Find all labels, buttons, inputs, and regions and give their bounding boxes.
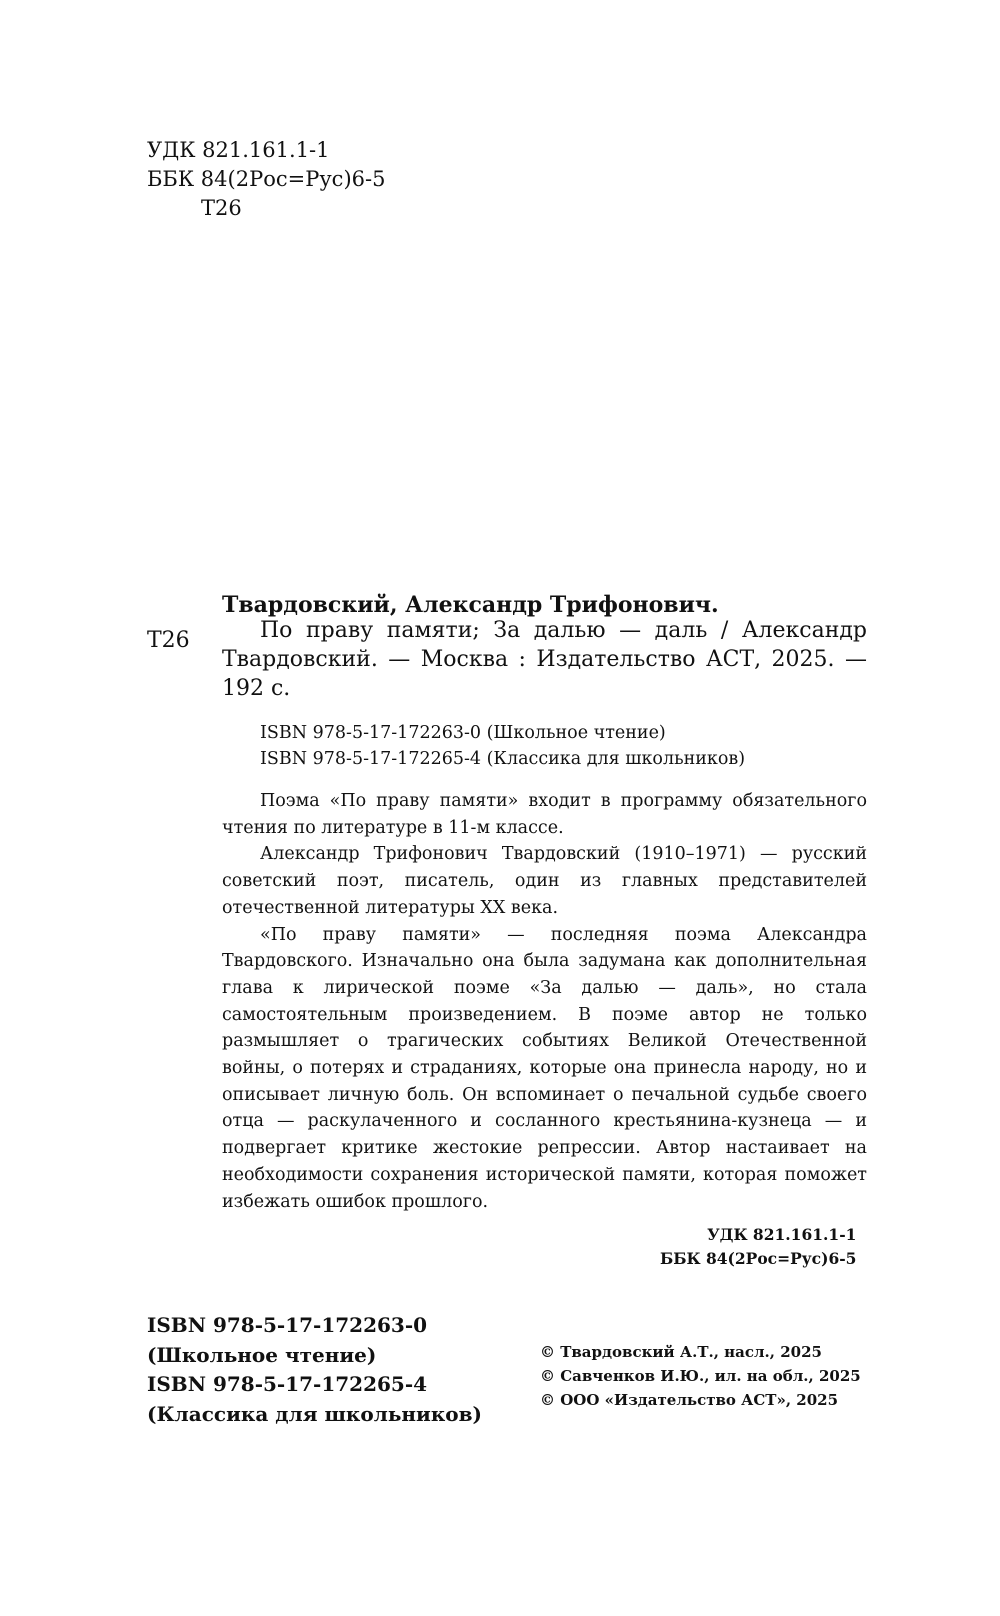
isbn-number: ISBN 978-5-17-172263-0 xyxy=(147,1313,428,1337)
isbn-line: ISBN 978-5-17-172265-4 (Классика для школьников) xyxy=(260,749,746,769)
catalog-isbn-list xyxy=(260,720,745,772)
copyright-line: © Твардовский А.Т., насл., 2025 xyxy=(540,1343,822,1361)
bbk-code: ББК 84(2Рос=Рус)6-5 xyxy=(660,1249,857,1268)
catalog-author: Твардовский, Александр Трифонович. xyxy=(222,592,719,618)
catalog-author-mark: Т26 xyxy=(147,628,190,653)
abstract-paragraph: Александр Трифонович Твардовский (1910–1971) — русский советский поэт, писатель, один из главных представителей отечественной литературы XX века. xyxy=(222,844,867,918)
copyright-line: © Савченков И.Ю., ил. на обл., 2025 xyxy=(540,1367,861,1385)
isbn-line: ISBN 978-5-17-172263-0 (Школьное чтение) xyxy=(260,723,666,743)
abstract-paragraph: «По праву памяти» — последняя поэма Александра Твардовского. Изначально она была задумана как дополнительная глава к лирической поэме «За далью — даль», но стала самостоятельным произведением. В поэме автор не только размышляет о трагических событиях Великой Отечественной войны, о потерях и страданиях, которые она принесла народу, но и описывает личную боль. Он вспоминает о печальной судьбе своего отца — раскулаченного и сосланного крестьянина-кузнеца — и подвергает критике жестокие репрессии. Автор настаивает на необходимости сохранения исторической памяти, которая поможет избежать ошибок прошлого. xyxy=(222,924,867,1212)
copyright-line: © ООО «Издательство АСТ», 2025 xyxy=(540,1391,839,1409)
abstract-paragraph: Поэма «По праву памяти» входит в программу обязательного чтения по литературе в 11-м классе. xyxy=(222,791,867,838)
copyright-block xyxy=(540,1340,861,1412)
catalog-title-statement: По праву памяти; За далью — даль / Александр Твардовский. — Москва : Издательство АСТ, 2025. — 192 с. xyxy=(222,618,867,701)
series-name: (Классика для школьников) xyxy=(147,1401,483,1426)
classification-codes-top xyxy=(147,136,385,223)
series-name: (Школьное чтение) xyxy=(147,1342,377,1367)
abstract xyxy=(222,788,867,1215)
udk-code: УДК 821.161.1-1 xyxy=(707,1225,857,1244)
bbk-code: ББК 84(2Рос=Рус)6-5 xyxy=(147,167,386,191)
classification-codes-bottom xyxy=(660,1223,856,1271)
author-mark: Т26 xyxy=(201,196,242,220)
isbn-number: ISBN 978-5-17-172265-4 xyxy=(147,1372,428,1396)
isbn-block-bottom xyxy=(147,1311,482,1429)
udk-code: УДК 821.161.1-1 xyxy=(147,138,330,162)
